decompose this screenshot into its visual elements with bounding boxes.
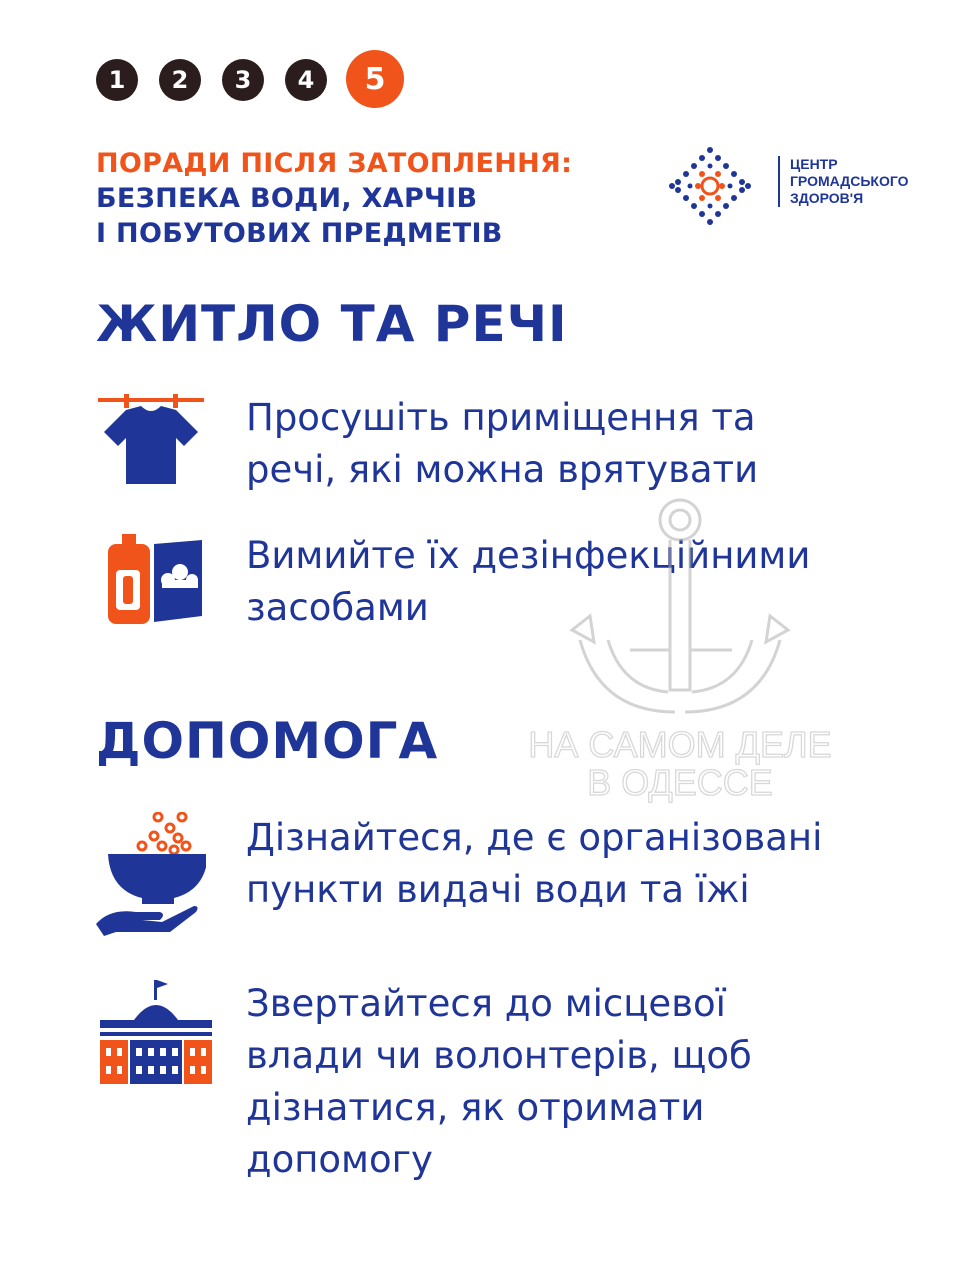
tip-line: Вимийте їх дезінфекційними [246,534,811,577]
tip-line: дізнатися, як отримати [246,1086,705,1129]
tip-text [246,978,926,1186]
section-title-help: ДОПОМОГА [96,712,439,770]
tip-line: засобами [246,586,429,629]
tip-line: Звертайтеся до місцевої [246,982,726,1025]
tip-line: пункти видачі води та їжі [246,868,750,911]
detergent-bottles-icon [96,530,206,630]
government-building-icon [96,978,216,1090]
step-5-active: 5 [346,50,404,108]
step-1: 1 [96,59,138,101]
logo-text [778,156,909,207]
tip-item-dry [96,392,896,502]
logo-line-2: ГРОМАДСЬКОГО [790,173,909,189]
logo-line-3: ЗДОРОВ'Я [790,190,864,206]
food-bowl-hand-icon [96,812,206,937]
tip-line: Дізнайтеся, де є організовані [246,816,823,859]
page-subtitle [96,146,572,251]
tip-line: Просушіть приміщення та [246,396,756,439]
tip-item-food-points [96,812,896,932]
tshirt-drying-icon [96,392,206,492]
subtitle-line-1: ПОРАДИ ПІСЛЯ ЗАТОПЛЕННЯ: [96,148,573,179]
watermark-line-2: В ОДЕССЕ [587,762,773,803]
step-3: 3 [222,59,264,101]
anchor-watermark [510,490,850,810]
watermark-line-1: НА САМОМ ДЕЛЕ [528,724,832,765]
tip-line: допомогу [246,1138,433,1181]
subtitle-line-3: І ПОБУТОВИХ ПРЕДМЕТІВ [96,218,503,249]
tip-item-local-authority [96,978,896,1188]
step-4: 4 [285,59,327,101]
anchor-icon [510,490,850,720]
tip-text [246,392,926,496]
public-health-center-logo [668,146,909,226]
logo-dots-icon [668,146,752,226]
step-2: 2 [159,59,201,101]
tip-line: влади чи волонтерів, щоб [246,1034,752,1077]
subtitle-line-2: БЕЗПЕКА ВОДИ, ХАРЧІВ [96,183,478,214]
logo-line-1: ЦЕНТР [790,156,838,172]
tip-line: речі, які можна врятувати [246,448,759,491]
tip-text [246,812,926,916]
section-title-housing: ЖИТЛО ТА РЕЧІ [96,295,568,353]
